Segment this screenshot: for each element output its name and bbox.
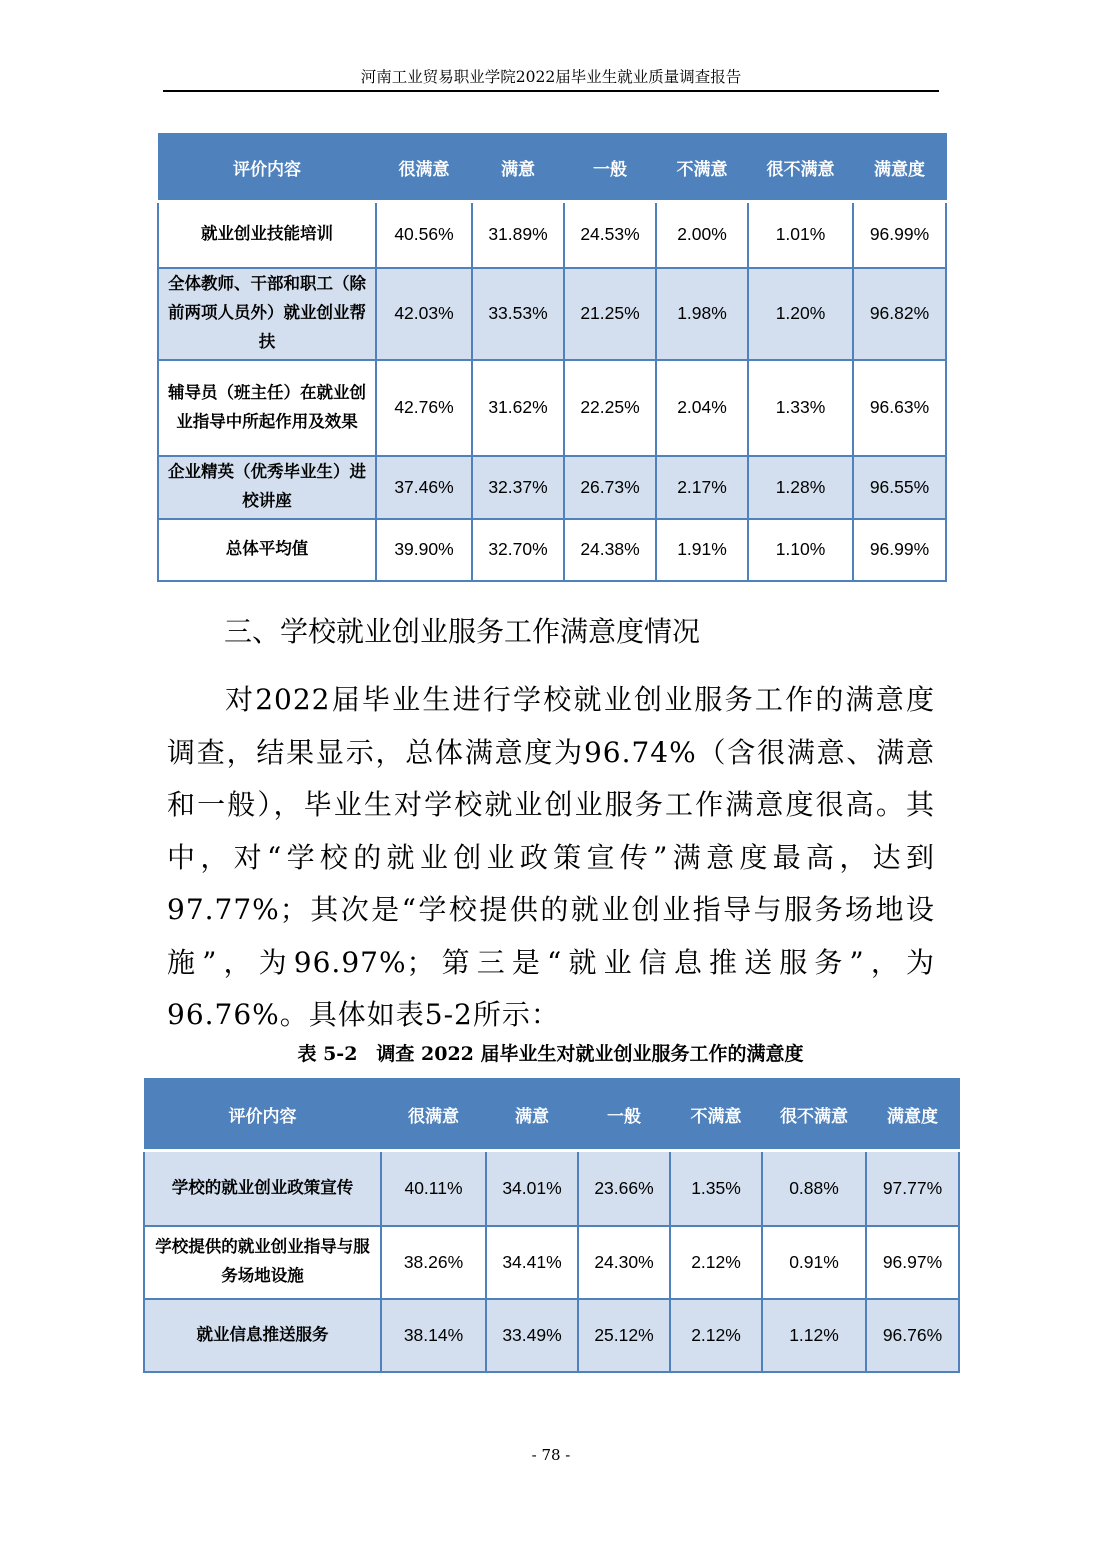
col-header-very-satisfied: 很满意 bbox=[376, 134, 472, 202]
cell-very-dissatisfied: 1.10% bbox=[748, 519, 853, 581]
cell-satisfied: 34.41% bbox=[486, 1226, 578, 1299]
cell-satisfaction-rate: 96.63% bbox=[853, 360, 946, 456]
cell-neutral: 23.66% bbox=[578, 1151, 670, 1226]
table-row bbox=[158, 268, 946, 360]
cell-very-satisfied: 40.56% bbox=[376, 202, 472, 268]
table-row bbox=[158, 456, 946, 519]
cell-satisfied: 31.89% bbox=[472, 202, 564, 268]
cell-very-satisfied: 39.90% bbox=[376, 519, 472, 581]
row-label: 辅导员（班主任）在就业创业指导中所起作用及效果 bbox=[158, 360, 376, 456]
cell-very-satisfied: 38.14% bbox=[381, 1299, 486, 1372]
table-row bbox=[144, 1299, 959, 1372]
section-heading: 三、学校就业创业服务工作满意度情况 bbox=[224, 615, 701, 648]
cell-satisfied: 32.37% bbox=[472, 456, 564, 519]
cell-neutral: 22.25% bbox=[564, 360, 656, 456]
row-label: 学校的就业创业政策宣传 bbox=[144, 1151, 381, 1226]
page-number: - 78 - bbox=[531, 1446, 571, 1464]
table-caption: 表 5-2 调查 2022 届毕业生对就业创业服务工作的满意度 bbox=[297, 1043, 804, 1065]
cell-satisfaction-rate: 97.77% bbox=[866, 1151, 959, 1226]
row-label: 就业信息推送服务 bbox=[144, 1299, 381, 1372]
row-label: 企业精英（优秀毕业生）进校讲座 bbox=[158, 456, 376, 519]
satisfaction-table-1 bbox=[157, 133, 947, 582]
col-header-very-dissatisfied: 很不满意 bbox=[762, 1079, 866, 1151]
cell-neutral: 24.38% bbox=[564, 519, 656, 581]
cell-very-dissatisfied: 1.01% bbox=[748, 202, 853, 268]
table-row bbox=[158, 519, 946, 581]
cell-dissatisfied: 2.17% bbox=[656, 456, 748, 519]
cell-neutral: 26.73% bbox=[564, 456, 656, 519]
row-label: 学校提供的就业创业指导与服务场地设施 bbox=[144, 1226, 381, 1299]
cell-satisfaction-rate: 96.55% bbox=[853, 456, 946, 519]
cell-neutral: 24.53% bbox=[564, 202, 656, 268]
page-header: 河南工业贸易职业学院2022届毕业生就业质量调查报告 bbox=[163, 64, 939, 92]
cell-neutral: 24.30% bbox=[578, 1226, 670, 1299]
col-header-neutral: 一般 bbox=[564, 134, 656, 202]
col-header-satisfied: 满意 bbox=[486, 1079, 578, 1151]
cell-satisfaction-rate: 96.76% bbox=[866, 1299, 959, 1372]
cell-satisfaction-rate: 96.99% bbox=[853, 519, 946, 581]
col-header-satisfied: 满意 bbox=[472, 134, 564, 202]
cell-satisfied: 34.01% bbox=[486, 1151, 578, 1226]
col-header-content: 评价内容 bbox=[144, 1079, 381, 1151]
cell-satisfied: 32.70% bbox=[472, 519, 564, 581]
table-header-row bbox=[158, 134, 946, 202]
row-label: 就业创业技能培训 bbox=[158, 202, 376, 268]
cell-satisfaction-rate: 96.82% bbox=[853, 268, 946, 360]
cell-neutral: 21.25% bbox=[564, 268, 656, 360]
cell-neutral: 25.12% bbox=[578, 1299, 670, 1372]
table-row bbox=[158, 360, 946, 456]
cell-very-satisfied: 42.76% bbox=[376, 360, 472, 456]
cell-very-satisfied: 42.03% bbox=[376, 268, 472, 360]
cell-satisfied: 31.62% bbox=[472, 360, 564, 456]
col-header-satisfaction-rate: 满意度 bbox=[866, 1079, 959, 1151]
cell-very-dissatisfied: 1.20% bbox=[748, 268, 853, 360]
cell-satisfied: 33.49% bbox=[486, 1299, 578, 1372]
col-header-neutral: 一般 bbox=[578, 1079, 670, 1151]
cell-very-dissatisfied: 0.91% bbox=[762, 1226, 866, 1299]
cell-dissatisfied: 2.00% bbox=[656, 202, 748, 268]
body-paragraph: 对2022届毕业生进行学校就业创业服务工作的满意度调查，结果显示，总体满意度为96.74%（含很满意、满意和一般），毕业生对学校就业创业服务工作满意度很高。其中，对“学校的就业创业政策宣传”满意度最高，达到97.77%；其次是“学校提供的就业创业指导与服务场地设施”，为96.97%；第三是“就业信息推送服务”，为96.76%。具体如表5-2所示： bbox=[167, 683, 935, 1031]
row-label: 总体平均值 bbox=[158, 519, 376, 581]
cell-dissatisfied: 2.04% bbox=[656, 360, 748, 456]
cell-very-dissatisfied: 1.33% bbox=[748, 360, 853, 456]
table-row bbox=[158, 202, 946, 268]
table-header-row bbox=[144, 1079, 959, 1151]
col-header-content: 评价内容 bbox=[158, 134, 376, 202]
cell-dissatisfied: 1.98% bbox=[656, 268, 748, 360]
cell-satisfied: 33.53% bbox=[472, 268, 564, 360]
col-header-very-dissatisfied: 很不满意 bbox=[748, 134, 853, 202]
cell-very-dissatisfied: 1.12% bbox=[762, 1299, 866, 1372]
cell-dissatisfied: 1.91% bbox=[656, 519, 748, 581]
cell-very-satisfied: 38.26% bbox=[381, 1226, 486, 1299]
cell-very-dissatisfied: 0.88% bbox=[762, 1151, 866, 1226]
cell-very-satisfied: 40.11% bbox=[381, 1151, 486, 1226]
cell-very-dissatisfied: 1.28% bbox=[748, 456, 853, 519]
row-label: 全体教师、干部和职工（除前两项人员外）就业创业帮扶 bbox=[158, 268, 376, 360]
satisfaction-table-2 bbox=[143, 1078, 960, 1373]
col-header-dissatisfied: 不满意 bbox=[656, 134, 748, 202]
col-header-very-satisfied: 很满意 bbox=[381, 1079, 486, 1151]
col-header-dissatisfied: 不满意 bbox=[670, 1079, 762, 1151]
cell-dissatisfied: 1.35% bbox=[670, 1151, 762, 1226]
cell-dissatisfied: 2.12% bbox=[670, 1226, 762, 1299]
table-row bbox=[144, 1151, 959, 1226]
col-header-satisfaction-rate: 满意度 bbox=[853, 134, 946, 202]
cell-dissatisfied: 2.12% bbox=[670, 1299, 762, 1372]
table-row bbox=[144, 1226, 959, 1299]
cell-satisfaction-rate: 96.97% bbox=[866, 1226, 959, 1299]
cell-very-satisfied: 37.46% bbox=[376, 456, 472, 519]
cell-satisfaction-rate: 96.99% bbox=[853, 202, 946, 268]
